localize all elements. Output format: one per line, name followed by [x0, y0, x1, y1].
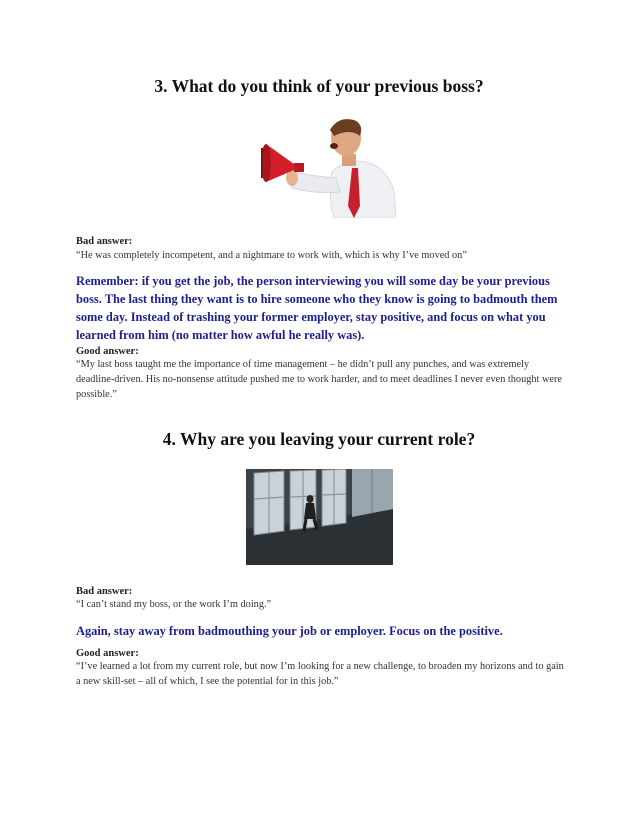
section-4-heading: 4. Why are you leaving your current role?	[162, 429, 476, 449]
good-answer-label-2: Good answer:	[76, 648, 139, 659]
bad-answer-label-2: Bad answer:	[76, 586, 133, 597]
good-answer-text-2: “I’ve learned a lot from my current role, but now I’m looking for a new challenge, to broaden my horizons and to gain a new skill-set – all of which, I see the potential for in this job.”	[76, 661, 564, 687]
good-answer-label: Good answer:	[76, 346, 139, 357]
bad-answer-text: “He was completely incompetent, and a nightmare to work with, which is why I’ve moved on”	[76, 250, 467, 261]
bad-answer-label: Bad answer:	[76, 236, 133, 247]
good-answer-text: “My last boss taught me the importance of time management – he didn’t pull any punches, and was extremely deadline-driven. His no-nonsense attitude pushed me to work harder, and to meet deadlines I never even thought were possible.”	[76, 359, 562, 400]
section-3-heading: 3. What do you think of your previous boss?	[154, 76, 484, 96]
man-with-megaphone-image	[254, 114, 396, 218]
office-corridor-image	[246, 469, 393, 565]
bad-answer-text-2: “I can’t stand my boss, or the work I’m doing.”	[76, 599, 272, 610]
focus-positive-note: Again, stay away from badmouthing your job or employer. Focus on the positive.	[76, 624, 503, 638]
remember-note: Remember: if you get the job, the person interviewing you will some day be your previous boss. The last thing they want is to hire someone who they know is going to badmouth them some day. Instead of trashing your former employer, stay positive, and focus on what you learned from him (no matter how awful he really was).	[76, 274, 558, 342]
